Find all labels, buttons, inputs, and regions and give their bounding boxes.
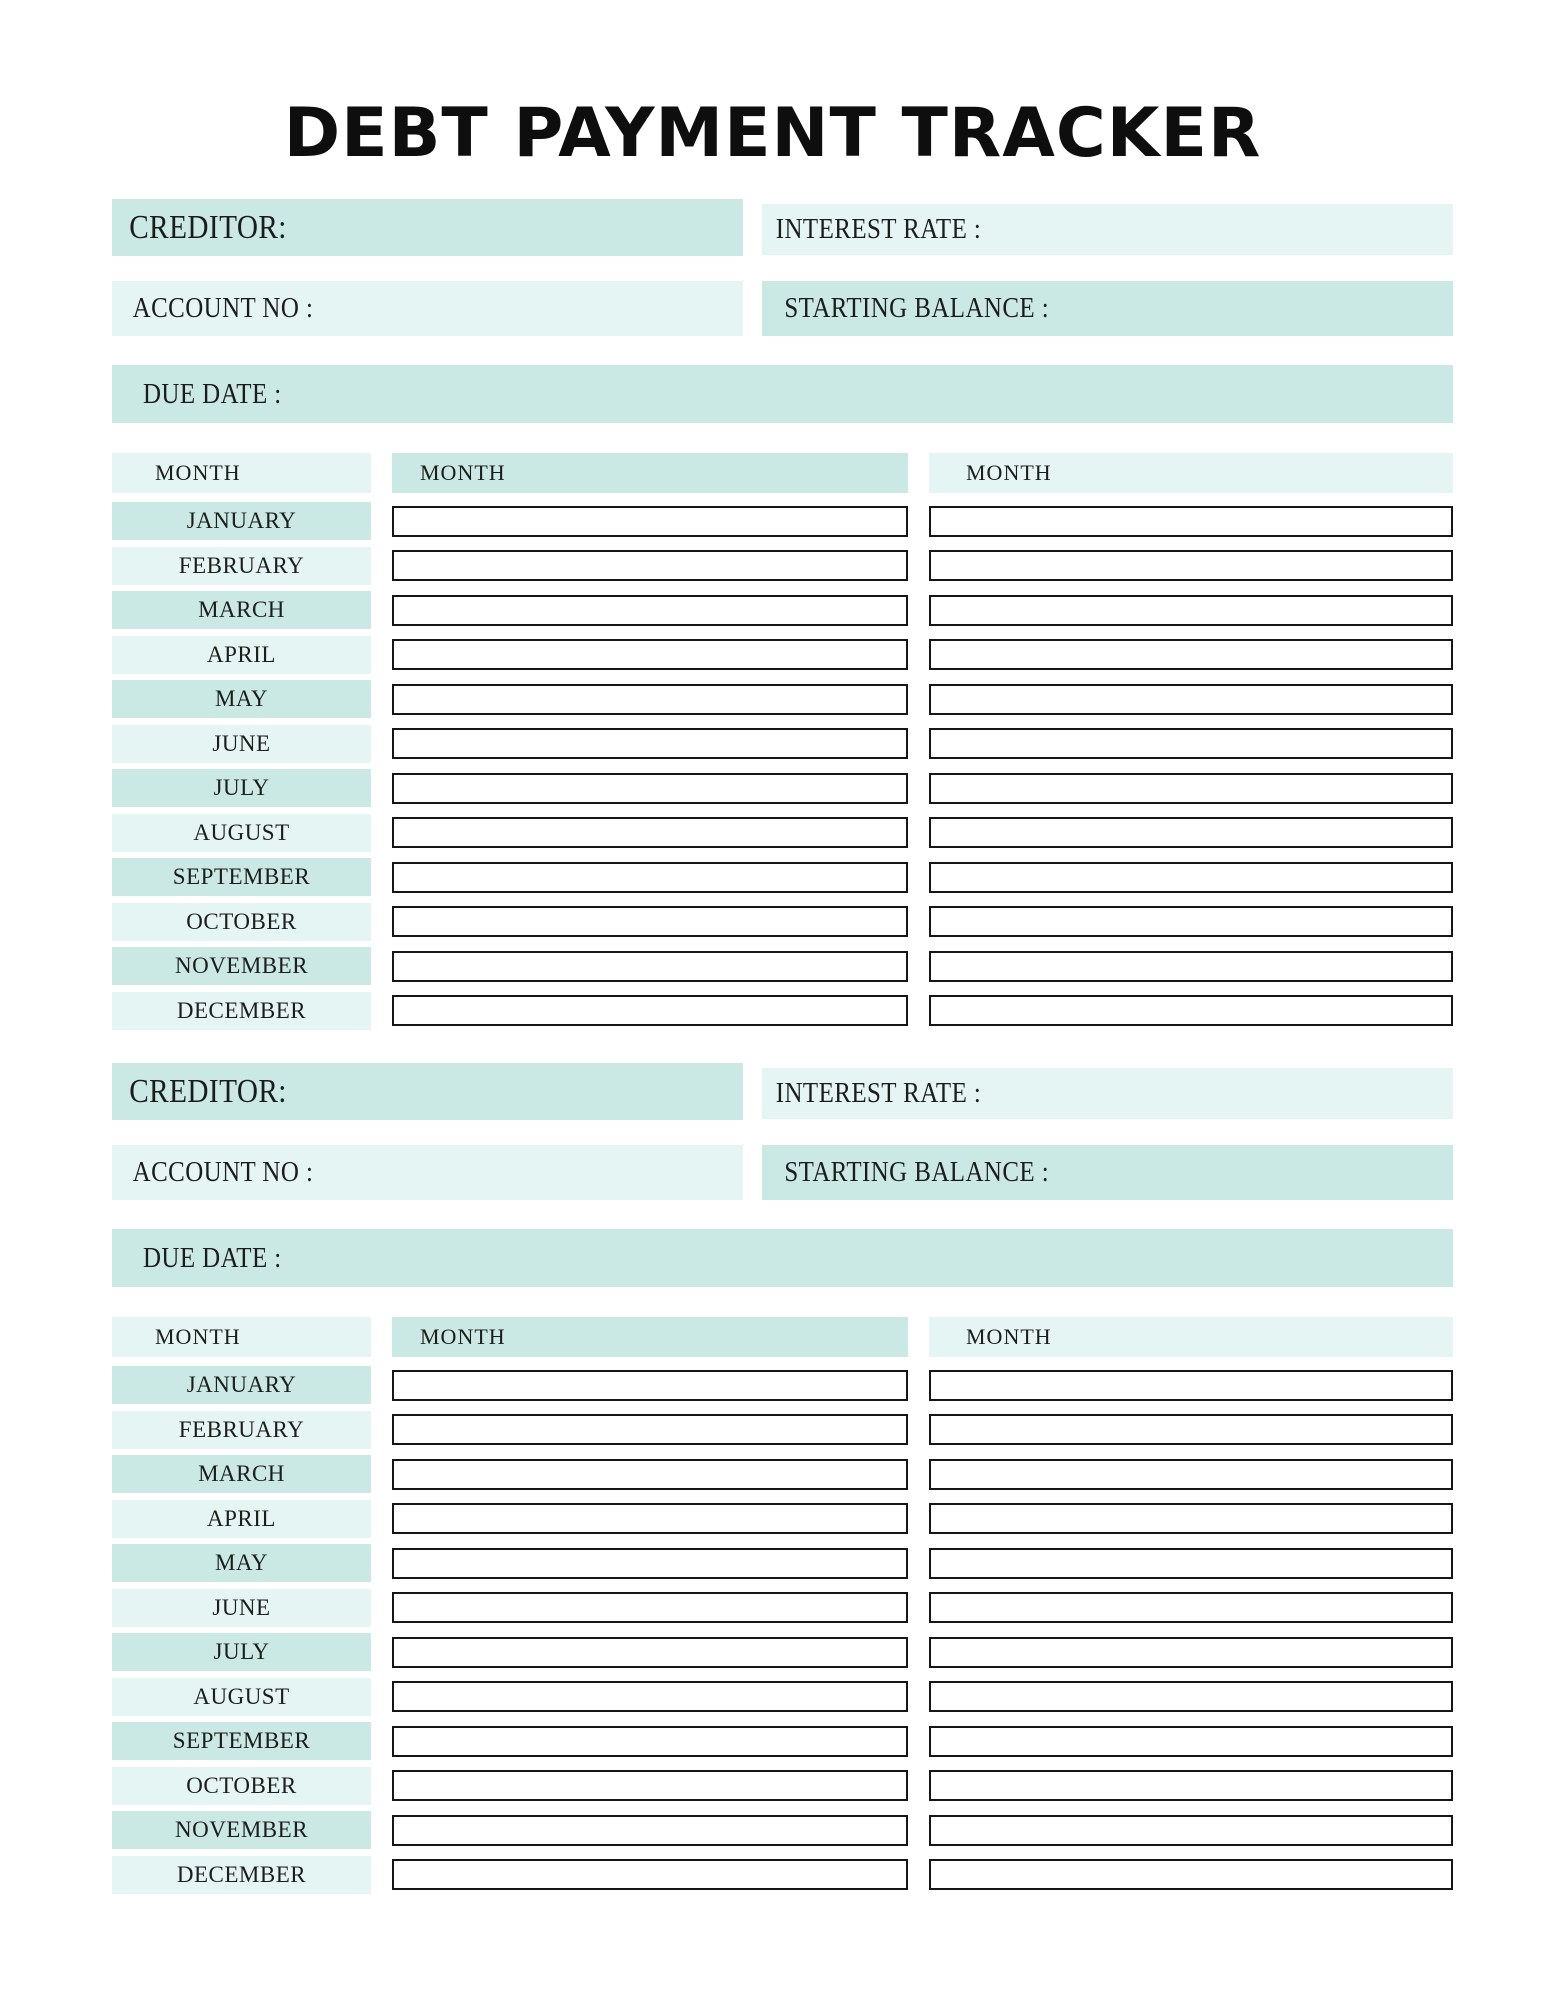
payment-entry-box[interactable]	[392, 595, 908, 626]
month-row-label: JUNE	[112, 725, 371, 763]
payment-entry-box[interactable]	[929, 506, 1453, 537]
month-row-label: MAY	[112, 680, 371, 718]
month-row-label: AUGUST	[112, 814, 371, 852]
interest-rate-field[interactable]	[762, 204, 1453, 255]
payment-entry-box[interactable]	[929, 1637, 1453, 1668]
month-row-label: JUNE	[112, 1589, 371, 1627]
month-row-label: NOVEMBER	[112, 947, 371, 985]
month-row-label: JANUARY	[112, 502, 371, 540]
payment-row	[392, 1544, 908, 1582]
payment-entry-box[interactable]	[929, 1548, 1453, 1579]
page-title: DEBT PAYMENT TRACKER	[283, 94, 1262, 173]
payment-row	[392, 947, 908, 985]
month-row-label: JULY	[112, 1633, 371, 1671]
payment-row	[929, 547, 1453, 585]
payment-row	[929, 1678, 1453, 1716]
payment-entry-box[interactable]	[929, 639, 1453, 670]
payment-entry-box[interactable]	[392, 951, 908, 982]
payment-entry-box[interactable]	[929, 773, 1453, 804]
payment-row	[929, 1366, 1453, 1404]
month-column-header: MONTH	[929, 453, 1453, 493]
payment-row	[929, 1589, 1453, 1627]
month-row-label: FEBRUARY	[112, 1411, 371, 1449]
payment-row	[392, 591, 908, 629]
account-no-field[interactable]	[112, 1145, 743, 1200]
debt-section-1	[112, 199, 1453, 1030]
payment-entry-box[interactable]	[929, 1503, 1453, 1534]
payment-entry-box[interactable]	[929, 1592, 1453, 1623]
payment-row	[392, 1500, 908, 1538]
payment-entry-box[interactable]	[929, 862, 1453, 893]
starting-balance-label: STARTING BALANCE :	[784, 1156, 1050, 1188]
month-column-header: MONTH	[929, 1317, 1453, 1357]
payment-entry-box[interactable]	[392, 1370, 908, 1401]
payments-column-1	[392, 1317, 908, 1894]
month-row-label: SEPTEMBER	[112, 1722, 371, 1760]
payment-row	[929, 1722, 1453, 1760]
month-row-label: APRIL	[112, 1500, 371, 1538]
month-row-label: DECEMBER	[112, 1856, 371, 1894]
payment-entry-box[interactable]	[392, 684, 908, 715]
due-date-label: DUE DATE :	[142, 377, 282, 410]
starting-balance-field[interactable]	[762, 1145, 1453, 1200]
payment-row	[392, 1455, 908, 1493]
payment-entry-box[interactable]	[392, 906, 908, 937]
starting-balance-field[interactable]	[762, 281, 1453, 336]
payment-entry-box[interactable]	[929, 951, 1453, 982]
payment-entry-box[interactable]	[392, 1815, 908, 1846]
payment-row	[929, 1411, 1453, 1449]
payment-row	[392, 1767, 908, 1805]
payment-entry-box[interactable]	[392, 1592, 908, 1623]
month-row-label: MARCH	[112, 591, 371, 629]
payment-row	[392, 1411, 908, 1449]
payment-row	[392, 1589, 908, 1627]
month-column-header: MONTH	[392, 1317, 908, 1357]
payment-row	[929, 1633, 1453, 1671]
due-date-field[interactable]	[112, 1229, 1453, 1287]
payment-row	[929, 636, 1453, 674]
starting-balance-label: STARTING BALANCE :	[784, 292, 1050, 324]
month-column-header: MONTH	[392, 453, 908, 493]
payment-entry-box[interactable]	[392, 773, 908, 804]
payment-row	[392, 903, 908, 941]
payments-column-2	[929, 453, 1453, 1030]
payment-entry-box[interactable]	[392, 1637, 908, 1668]
payment-entry-box[interactable]	[929, 1859, 1453, 1890]
payment-entry-box[interactable]	[392, 1859, 908, 1890]
months-column	[112, 1317, 371, 1894]
month-row-label: FEBRUARY	[112, 547, 371, 585]
month-row-label: APRIL	[112, 636, 371, 674]
due-date-field[interactable]	[112, 365, 1453, 423]
payment-entry-box[interactable]	[392, 1548, 908, 1579]
payment-entry-box[interactable]	[929, 995, 1453, 1026]
payment-entry-box[interactable]	[392, 1770, 908, 1801]
months-column	[112, 453, 371, 1030]
payment-row	[929, 591, 1453, 629]
payment-row	[929, 502, 1453, 540]
payments-column-1	[392, 453, 908, 1030]
payment-entry-box[interactable]	[929, 1459, 1453, 1490]
payment-row	[929, 1856, 1453, 1894]
payment-row	[392, 680, 908, 718]
payment-entry-box[interactable]	[929, 1815, 1453, 1846]
month-row-label: DECEMBER	[112, 992, 371, 1030]
payment-entry-box[interactable]	[929, 906, 1453, 937]
payment-row	[929, 1455, 1453, 1493]
payments-table	[112, 453, 1453, 1030]
month-row-label: NOVEMBER	[112, 1811, 371, 1849]
payment-entry-box[interactable]	[392, 1681, 908, 1712]
payment-row	[929, 1811, 1453, 1849]
interest-rate-field[interactable]	[762, 1068, 1453, 1119]
payments-table	[112, 1317, 1453, 1894]
payment-row	[392, 858, 908, 896]
payment-row	[392, 769, 908, 807]
payment-row	[392, 814, 908, 852]
month-row-label: OCTOBER	[112, 903, 371, 941]
payment-entry-box[interactable]	[392, 1726, 908, 1757]
payment-entry-box[interactable]	[392, 1459, 908, 1490]
payment-row	[392, 1633, 908, 1671]
month-column-header: MONTH	[112, 453, 371, 493]
payment-row	[392, 502, 908, 540]
payment-row	[929, 725, 1453, 763]
payment-entry-box[interactable]	[929, 817, 1453, 848]
payment-entry-box[interactable]	[392, 817, 908, 848]
interest-rate-label: INTEREST RATE :	[775, 213, 982, 245]
payment-row	[392, 1811, 908, 1849]
payment-row	[392, 636, 908, 674]
payment-entry-box[interactable]	[392, 1414, 908, 1445]
payment-row	[929, 680, 1453, 718]
payment-entry-box[interactable]	[392, 862, 908, 893]
payment-row	[392, 1856, 908, 1894]
payment-row	[929, 1544, 1453, 1582]
payment-row	[929, 947, 1453, 985]
creditor-label: CREDITOR:	[129, 208, 287, 246]
payment-entry-box[interactable]	[929, 1770, 1453, 1801]
payment-row	[929, 903, 1453, 941]
due-date-label: DUE DATE :	[142, 1241, 282, 1274]
payment-entry-box[interactable]	[929, 1726, 1453, 1757]
payment-row	[929, 1500, 1453, 1538]
payment-entry-box[interactable]	[929, 728, 1453, 759]
payment-row	[929, 769, 1453, 807]
payment-row	[392, 547, 908, 585]
payment-entry-box[interactable]	[392, 995, 908, 1026]
payment-row	[929, 814, 1453, 852]
payment-row	[392, 725, 908, 763]
creditor-label: CREDITOR:	[129, 1072, 287, 1110]
interest-rate-label: INTEREST RATE :	[775, 1077, 982, 1109]
payment-entry-box[interactable]	[392, 639, 908, 670]
payment-row	[392, 1722, 908, 1760]
payment-entry-box[interactable]	[929, 684, 1453, 715]
month-column-header: MONTH	[112, 1317, 371, 1357]
payment-entry-box[interactable]	[392, 550, 908, 581]
payment-entry-box[interactable]	[929, 1370, 1453, 1401]
debt-section-2	[112, 1063, 1453, 1894]
month-row-label: OCTOBER	[112, 1767, 371, 1805]
payment-entry-box[interactable]	[929, 595, 1453, 626]
payment-entry-box[interactable]	[929, 1414, 1453, 1445]
account-no-label: ACCOUNT NO :	[132, 1156, 314, 1188]
month-row-label: AUGUST	[112, 1678, 371, 1716]
payments-column-2	[929, 1317, 1453, 1894]
month-row-label: MARCH	[112, 1455, 371, 1493]
creditor-field[interactable]	[112, 199, 743, 256]
payment-row	[929, 1767, 1453, 1805]
payment-row	[929, 992, 1453, 1030]
payment-entry-box[interactable]	[929, 1681, 1453, 1712]
month-row-label: JULY	[112, 769, 371, 807]
payment-entry-box[interactable]	[392, 1503, 908, 1534]
payment-row	[392, 1678, 908, 1716]
payment-entry-box[interactable]	[392, 506, 908, 537]
payment-entry-box[interactable]	[929, 550, 1453, 581]
month-row-label: SEPTEMBER	[112, 858, 371, 896]
account-no-label: ACCOUNT NO :	[132, 292, 314, 324]
creditor-field[interactable]	[112, 1063, 743, 1120]
month-row-label: JANUARY	[112, 1366, 371, 1404]
payment-entry-box[interactable]	[392, 728, 908, 759]
payment-row	[392, 992, 908, 1030]
month-row-label: MAY	[112, 1544, 371, 1582]
payment-row	[929, 858, 1453, 896]
payment-row	[392, 1366, 908, 1404]
account-no-field[interactable]	[112, 281, 743, 336]
